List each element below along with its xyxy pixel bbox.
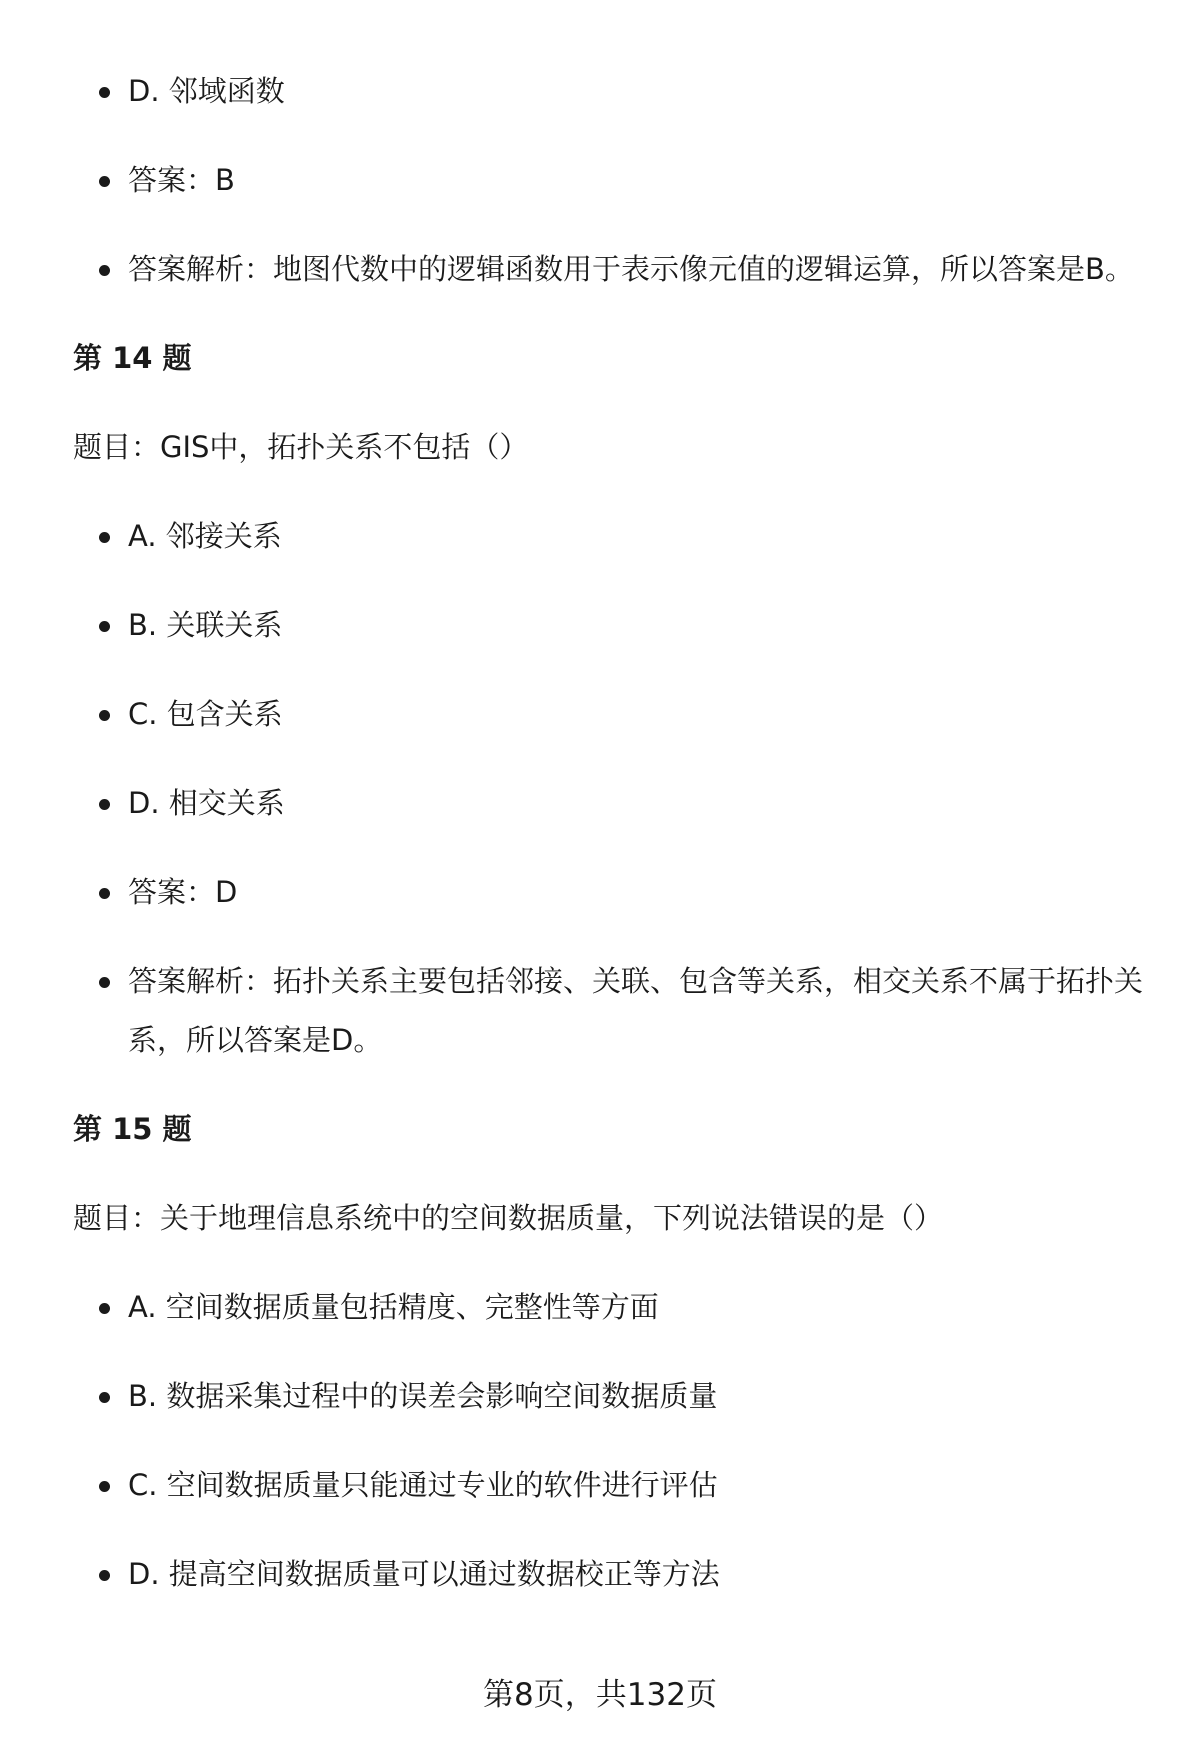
q13-option-d: D. 邻域函数 xyxy=(73,62,1153,121)
page-number-footer: 第8页，共132页 xyxy=(483,1677,717,1713)
q13-explanation: 答案解析：地图代数中的逻辑函数用于表示像元值的逻辑运算，所以答案是B。 xyxy=(73,240,1153,299)
q14-option-d: D. 相交关系 xyxy=(73,774,1153,833)
q14-explanation: 答案解析：拓扑关系主要包括邻接、关联、包含等关系，相交关系不属于拓扑关系，所以答案是D。 xyxy=(73,952,1153,1070)
q15-option-a: A. 空间数据质量包括精度、完整性等方面 xyxy=(73,1278,1153,1337)
q15-heading: 第 15 题 xyxy=(73,1112,192,1146)
q14-option-b: B. 关联关系 xyxy=(73,596,1153,655)
page-content xyxy=(73,62,1153,1634)
q15-option-b: B. 数据采集过程中的误差会影响空间数据质量 xyxy=(73,1367,1153,1426)
q15-option-d: D. 提高空间数据质量可以通过数据校正等方法 xyxy=(73,1545,1153,1604)
q15-stem: 题目：关于地理信息系统中的空间数据质量，下列说法错误的是（） xyxy=(73,1201,944,1235)
q14-stem: 题目：GIS中，拓扑关系不包括（） xyxy=(73,430,529,464)
q14-answer: 答案：D xyxy=(73,863,1153,922)
q14-option-c: C. 包含关系 xyxy=(73,685,1153,744)
q13-answer: 答案：B xyxy=(73,151,1153,210)
q14-option-a: A. 邻接关系 xyxy=(73,507,1153,566)
q15-option-c: C. 空间数据质量只能通过专业的软件进行评估 xyxy=(73,1456,1153,1515)
q14-option-list xyxy=(73,507,1153,1070)
q13-tail-list xyxy=(73,62,1153,299)
q15-option-list xyxy=(73,1278,1153,1604)
q14-heading: 第 14 题 xyxy=(73,341,192,375)
